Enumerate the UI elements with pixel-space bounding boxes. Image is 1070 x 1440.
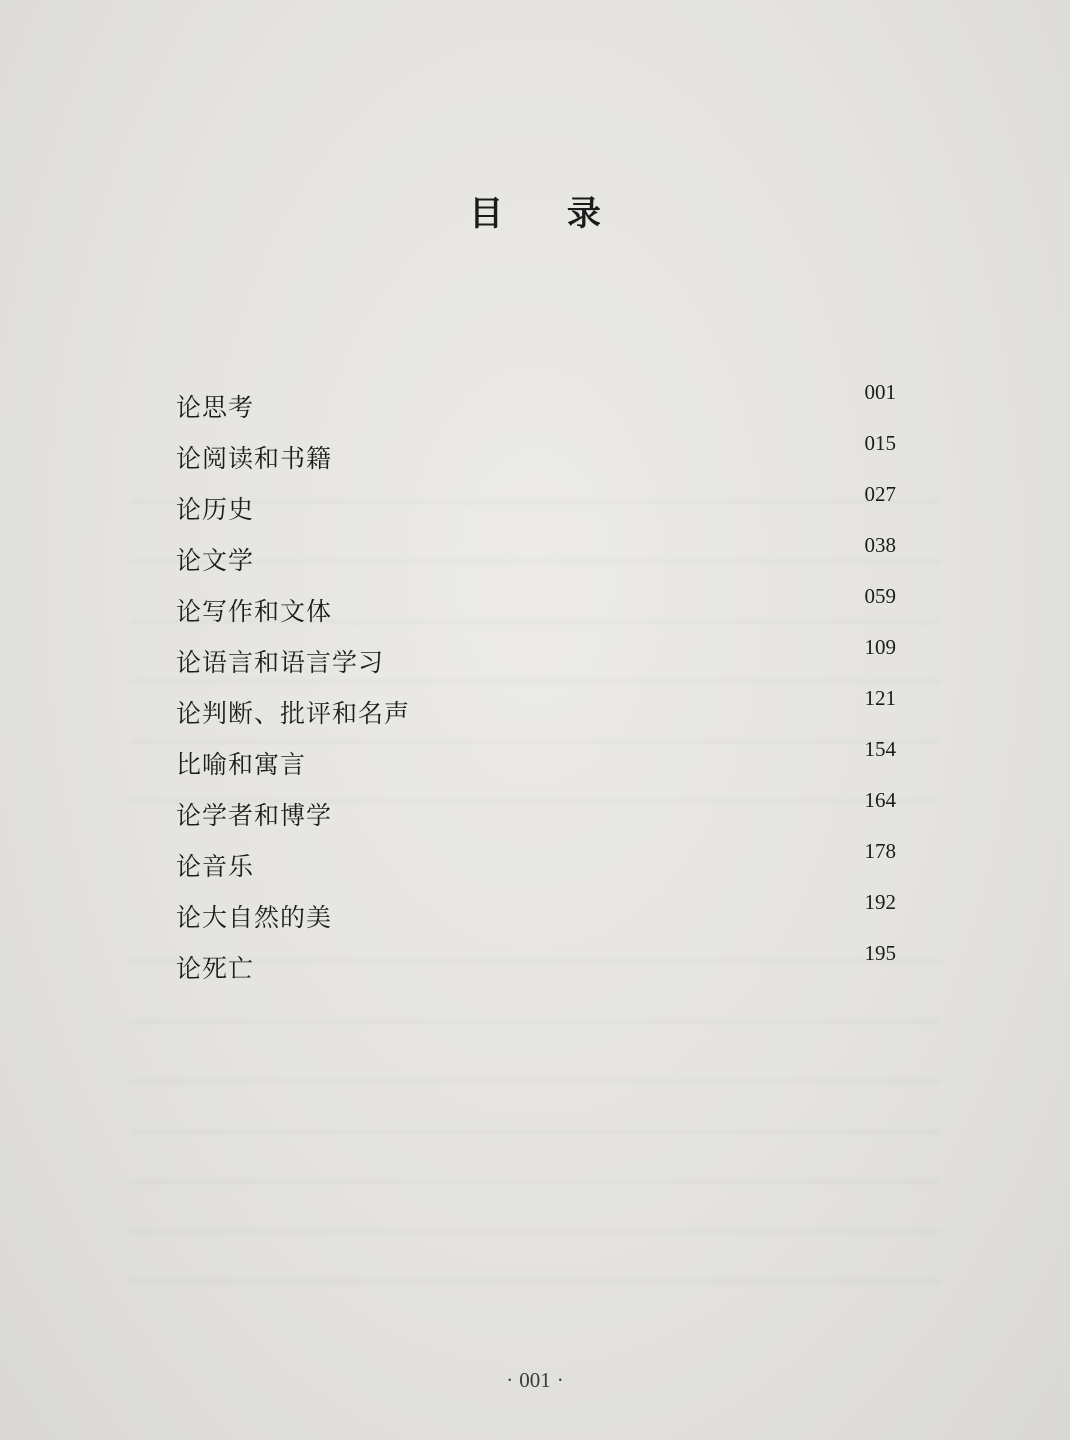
toc-entry[interactable] bbox=[176, 737, 896, 796]
toc-entry[interactable] bbox=[176, 533, 896, 592]
toc-entry[interactable] bbox=[176, 890, 896, 949]
toc-entry-title: 论阅读和书籍 bbox=[176, 444, 333, 473]
toc-entry-page: 038 bbox=[864, 533, 896, 557]
toc-entry-title: 论思考 bbox=[176, 393, 255, 422]
table-of-contents bbox=[176, 380, 896, 1000]
toc-entry-page: 015 bbox=[864, 431, 896, 455]
show-through-line bbox=[130, 1230, 940, 1233]
show-through-line bbox=[130, 1180, 940, 1183]
toc-entry-title: 论判断、批评和名声 bbox=[176, 699, 411, 728]
toc-entry-page: 121 bbox=[864, 686, 896, 710]
show-through-line bbox=[130, 1080, 940, 1083]
show-through-line bbox=[130, 1020, 940, 1023]
show-through-line bbox=[130, 1280, 940, 1283]
toc-entry-title: 论大自然的美 bbox=[176, 903, 333, 932]
toc-entry[interactable] bbox=[176, 941, 896, 1000]
toc-entry-title: 论学者和博学 bbox=[176, 801, 333, 830]
folio-left-mark: · bbox=[506, 1368, 514, 1392]
toc-entry-page: 027 bbox=[864, 482, 896, 506]
toc-entry-page: 195 bbox=[864, 941, 896, 965]
toc-entry-page: 192 bbox=[864, 890, 896, 914]
toc-entry-title: 论死亡 bbox=[176, 954, 255, 983]
page-title: 目 录 bbox=[469, 194, 627, 234]
toc-entry[interactable] bbox=[176, 788, 896, 847]
toc-entry-title: 论历史 bbox=[176, 495, 255, 524]
toc-entry-page: 001 bbox=[864, 380, 896, 404]
toc-entry[interactable] bbox=[176, 839, 896, 898]
show-through-line bbox=[130, 1130, 940, 1133]
toc-entry-title: 论写作和文体 bbox=[176, 597, 333, 626]
toc-entry-page: 154 bbox=[864, 737, 896, 761]
toc-entry[interactable] bbox=[176, 686, 896, 745]
toc-entry[interactable] bbox=[176, 380, 896, 439]
toc-entry-title: 论语言和语言学习 bbox=[176, 648, 385, 677]
toc-entry[interactable] bbox=[176, 431, 896, 490]
toc-entry-title: 论音乐 bbox=[176, 852, 255, 881]
toc-entry[interactable] bbox=[176, 584, 896, 643]
toc-entry-page: 164 bbox=[864, 788, 896, 812]
toc-entry-title: 论文学 bbox=[176, 546, 255, 575]
folio-number: 001 bbox=[519, 1368, 551, 1392]
toc-entry-page: 178 bbox=[864, 839, 896, 863]
toc-entry-page: 059 bbox=[864, 584, 896, 608]
folio-right-mark: · bbox=[556, 1368, 564, 1392]
toc-entry[interactable] bbox=[176, 635, 896, 694]
toc-entry-page: 109 bbox=[864, 635, 896, 659]
page-number-footer bbox=[0, 1368, 1070, 1393]
toc-entry[interactable] bbox=[176, 482, 896, 541]
toc-entry-title: 比喻和寓言 bbox=[176, 750, 307, 779]
